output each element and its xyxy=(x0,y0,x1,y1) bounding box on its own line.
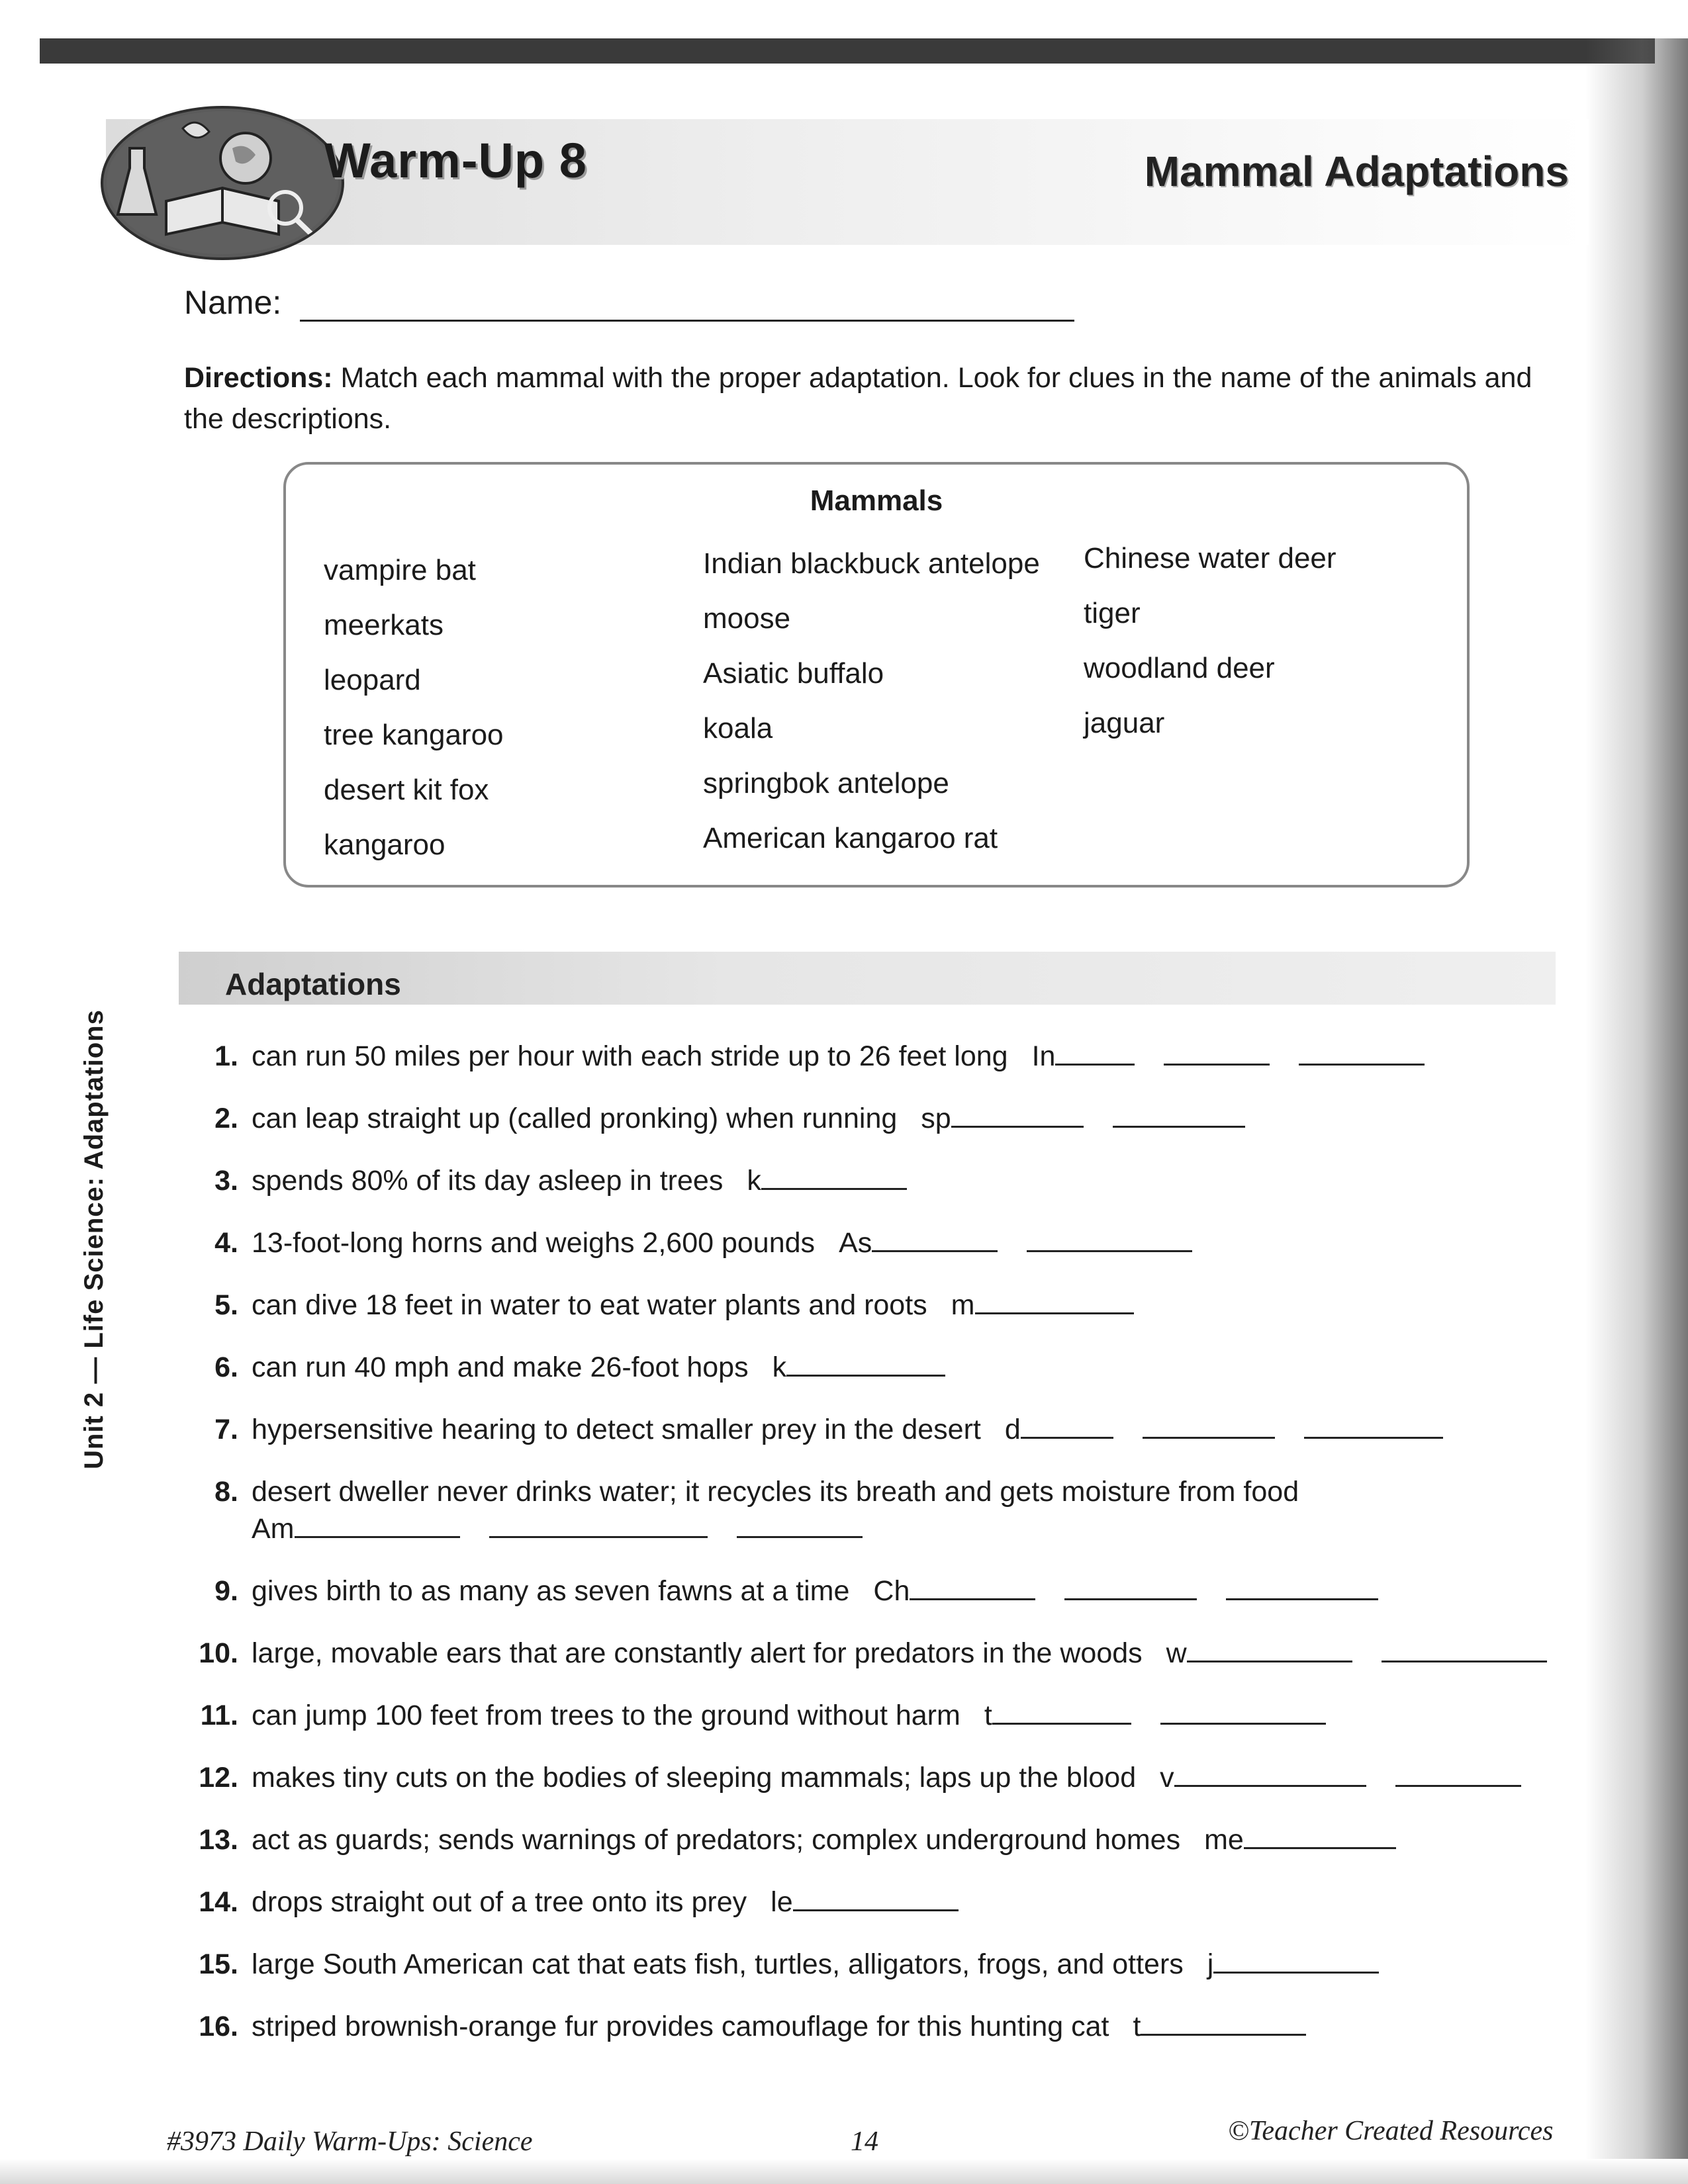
question-text: can leap straight up (called pronking) when running xyxy=(252,1103,898,1134)
answer-blank[interactable] xyxy=(1213,1946,1379,1974)
answer-hint: m xyxy=(951,1289,975,1321)
answer-hint: As xyxy=(839,1227,872,1259)
answer-hint: Am xyxy=(252,1513,295,1545)
mammal-item: Chinese water deer xyxy=(1084,542,1336,574)
question-text: spends 80% of its day asleep in trees xyxy=(252,1165,724,1197)
question-number: 14. xyxy=(199,1886,238,1918)
question-text: drops straight out of a tree onto its prey xyxy=(252,1886,747,1918)
answer-blank[interactable] xyxy=(793,1884,959,1911)
answer-blank[interactable] xyxy=(1141,2009,1306,2036)
question-number: 8. xyxy=(214,1476,238,1508)
answer-hint: t xyxy=(984,1700,992,1731)
question-number: 11. xyxy=(200,1700,238,1731)
answer-blank[interactable] xyxy=(1187,1635,1352,1662)
question-14 xyxy=(199,1884,1536,1946)
question-16 xyxy=(199,2008,1536,2070)
question-text: can jump 100 feet from trees to the ground without harm xyxy=(252,1700,961,1731)
mammal-item: moose xyxy=(703,602,791,635)
name-field[interactable] xyxy=(300,293,1074,322)
mammal-item: woodland deer xyxy=(1084,652,1275,684)
answer-blank[interactable] xyxy=(1113,1101,1245,1128)
question-text: large, movable ears that are constantly alert for predators in the woods xyxy=(252,1637,1143,1669)
mammals-column-3 xyxy=(1084,539,1336,758)
question-number: 5. xyxy=(214,1289,238,1321)
answer-blank[interactable] xyxy=(1299,1038,1425,1066)
mammal-item: Asiatic buffalo xyxy=(703,657,884,690)
question-text: can run 50 miles per hour with each stride up to 26 feet long xyxy=(252,1040,1008,1072)
answer-hint: d xyxy=(1004,1414,1021,1445)
question-text: can run 40 mph and make 26-foot hops xyxy=(252,1351,749,1383)
question-10 xyxy=(199,1635,1536,1697)
answer-blank[interactable] xyxy=(951,1101,1084,1128)
answer-hint: le xyxy=(771,1886,793,1918)
warmup-title: Warm-Up 8 xyxy=(324,133,587,188)
mammals-column-1 xyxy=(324,551,504,880)
answer-blank[interactable] xyxy=(1226,1573,1378,1600)
answer-blank[interactable] xyxy=(737,1511,863,1538)
answer-blank[interactable] xyxy=(1055,1038,1135,1066)
scan-top-edge xyxy=(40,38,1655,64)
mammals-column-2 xyxy=(703,544,1040,874)
mammal-item: desert kit fox xyxy=(324,774,489,806)
answer-blank[interactable] xyxy=(1143,1412,1275,1439)
answer-blank[interactable] xyxy=(1021,1412,1113,1439)
scan-bottom-edge xyxy=(0,2159,1688,2184)
answer-blank[interactable] xyxy=(489,1511,708,1538)
question-text: gives birth to as many as seven fawns at a time xyxy=(252,1575,850,1607)
question-number: 9. xyxy=(214,1575,238,1607)
topic-title: Mammal Adaptations xyxy=(1144,148,1569,195)
mammal-item: tree kangaroo xyxy=(324,719,504,751)
question-7 xyxy=(199,1411,1536,1473)
answer-hint: j xyxy=(1207,1948,1214,1980)
question-6 xyxy=(199,1349,1536,1411)
answer-blank[interactable] xyxy=(786,1349,945,1377)
question-text: striped brownish-orange fur provides camouflage for this hunting cat xyxy=(252,2011,1109,2042)
name-row xyxy=(184,283,1074,322)
question-number: 3. xyxy=(214,1165,238,1197)
question-number: 4. xyxy=(214,1227,238,1259)
question-text: 13-foot-long horns and weighs 2,600 pounds xyxy=(252,1227,816,1259)
answer-blank[interactable] xyxy=(872,1225,998,1252)
question-11 xyxy=(199,1697,1536,1759)
question-12 xyxy=(199,1759,1536,1821)
question-number: 15. xyxy=(199,1948,238,1980)
mammal-item: springbok antelope xyxy=(703,767,949,799)
question-number: 1. xyxy=(214,1040,238,1072)
question-1 xyxy=(199,1038,1536,1100)
answer-blank[interactable] xyxy=(975,1287,1134,1314)
mammal-item: vampire bat xyxy=(324,554,476,586)
mammal-item: jaguar xyxy=(1084,707,1165,739)
question-text: large South American cat that eats fish, turtles, alligators, frogs, and otters xyxy=(252,1948,1184,1980)
footer-copyright: ©Teacher Created Resources xyxy=(1228,2116,1554,2146)
answer-hint: sp xyxy=(921,1103,951,1134)
answer-hint: w xyxy=(1166,1637,1187,1669)
mammal-item: tiger xyxy=(1084,597,1141,629)
adaptation-questions xyxy=(199,1038,1536,2070)
question-text: act as guards; sends warnings of predators; complex underground homes xyxy=(252,1824,1181,1856)
answer-blank[interactable] xyxy=(910,1573,1035,1600)
mammal-item: koala xyxy=(703,712,773,745)
question-5 xyxy=(199,1287,1536,1349)
mammal-item: meerkats xyxy=(324,609,444,641)
mammal-item: American kangaroo rat xyxy=(703,822,998,854)
mammal-item: Indian blackbuck antelope xyxy=(703,547,1040,580)
question-number: 10. xyxy=(199,1637,238,1669)
answer-hint: Ch xyxy=(873,1575,910,1607)
footer-book-title: #3973 Daily Warm-Ups: Science xyxy=(167,2126,533,2157)
answer-blank[interactable] xyxy=(1395,1760,1521,1787)
answer-hint: k xyxy=(772,1351,787,1383)
answer-blank[interactable] xyxy=(1160,1698,1326,1725)
adaptations-heading: Adaptations xyxy=(225,967,401,1001)
question-3 xyxy=(199,1162,1536,1224)
question-number: 6. xyxy=(214,1351,238,1383)
answer-blank[interactable] xyxy=(1064,1573,1197,1600)
question-2 xyxy=(199,1100,1536,1162)
question-number: 16. xyxy=(199,2011,238,2042)
answer-blank[interactable] xyxy=(1164,1038,1270,1066)
question-15 xyxy=(199,1946,1536,2008)
directions-label: Directions: xyxy=(184,362,333,394)
answer-blank[interactable] xyxy=(992,1698,1131,1725)
directions-text: Match each mammal with the proper adaptation. Look for clues in the name of the animals and the descriptions. xyxy=(184,362,1532,435)
question-number: 13. xyxy=(199,1824,238,1856)
question-4 xyxy=(199,1224,1536,1287)
unit-side-label: Unit 2 — Life Science: Adaptations xyxy=(79,1009,109,1469)
question-13 xyxy=(199,1821,1536,1884)
answer-blank[interactable] xyxy=(295,1511,460,1538)
question-text: makes tiny cuts on the bodies of sleeping mammals; laps up the blood xyxy=(252,1762,1137,1794)
answer-blank[interactable] xyxy=(1304,1412,1443,1439)
mammals-heading: Mammals xyxy=(810,484,943,517)
answer-blank[interactable] xyxy=(1244,1822,1396,1849)
answer-hint: me xyxy=(1204,1824,1244,1856)
answer-blank[interactable] xyxy=(1174,1760,1366,1787)
answer-blank[interactable] xyxy=(761,1163,907,1190)
answer-hint: k xyxy=(747,1165,761,1197)
question-text: can dive 18 feet in water to eat water plants and roots xyxy=(252,1289,927,1321)
question-number: 2. xyxy=(214,1103,238,1134)
answer-blank[interactable] xyxy=(1027,1225,1192,1252)
answer-hint: v xyxy=(1160,1762,1174,1794)
answer-hint: t xyxy=(1133,2011,1141,2042)
question-9 xyxy=(199,1572,1536,1635)
footer-page-number: 14 xyxy=(851,2126,878,2157)
question-number: 12. xyxy=(199,1762,238,1794)
question-text: hypersensitive hearing to detect smaller prey in the desert xyxy=(252,1414,981,1445)
answer-blank[interactable] xyxy=(1382,1635,1547,1662)
question-text: desert dweller never drinks water; it recycles its breath and gets moisture from food xyxy=(252,1476,1299,1508)
mammal-item: leopard xyxy=(324,664,421,696)
mammal-item: kangaroo xyxy=(324,829,445,861)
science-logo-icon xyxy=(101,106,344,260)
name-label: Name: xyxy=(184,284,282,321)
directions xyxy=(184,357,1541,439)
mammals-word-bank xyxy=(283,462,1470,887)
answer-hint: In xyxy=(1031,1040,1056,1072)
scan-right-shadow xyxy=(1585,38,1688,2184)
question-number: 7. xyxy=(214,1414,238,1445)
question-8 xyxy=(199,1473,1536,1572)
